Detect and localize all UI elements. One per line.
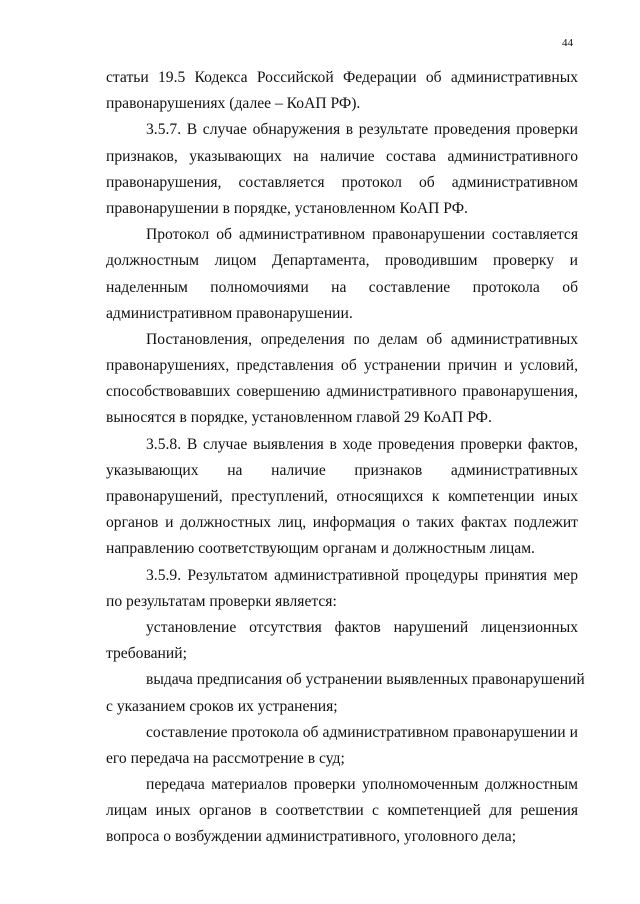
paragraph <box>106 432 578 563</box>
text-line: с указанием сроков их устранения; <box>106 697 338 715</box>
text-line: 3.5.9. Результатом административной процедуры принятия мер <box>146 566 578 584</box>
text-line: способствовавших совершению административного правонарушения, <box>106 383 578 401</box>
text-line: лицам иных органов в соответствии с компетенцией для решения <box>106 802 578 820</box>
text-line: по результатам проверки является: <box>106 592 337 610</box>
text-line: указывающих на наличие признаков административных <box>106 461 578 479</box>
paragraph <box>106 222 578 327</box>
paragraph <box>106 327 578 432</box>
text-line: 3.5.8. В случае выявления в ходе проведения проверки фактов, <box>146 435 578 453</box>
list-item <box>106 772 578 851</box>
text-line: правонарушениях (далее – КоАП РФ). <box>106 95 361 113</box>
text-line: направлению соответствующим органам и должностным лицам. <box>106 540 535 558</box>
text-line: Протокол об административном правонарушении составляется <box>146 226 578 244</box>
text-line: 3.5.7. В случае обнаружения в результате проведения проверки <box>146 121 578 139</box>
text-line: правонарушений, преступлений, относящихся к компетенции иных <box>106 488 578 505</box>
list-item <box>106 667 585 719</box>
text-line: требований; <box>106 645 187 663</box>
paragraph <box>106 563 578 615</box>
text-line: правонарушении в порядке, установленном КоАП РФ. <box>106 199 468 217</box>
text-line: выносятся в порядке, установленном главой 29 КоАП РФ. <box>106 409 492 427</box>
list-item <box>106 720 578 772</box>
text-line: статьи 19.5 Кодекса Российской Федерации об административных <box>106 69 578 86</box>
text-line: правонарушениях, представления об устранении причин и условий, <box>106 357 578 375</box>
document-body <box>106 65 585 851</box>
text-line: административном правонарушении. <box>106 304 353 322</box>
text-line: составление протокола об административном правонарушении и <box>146 723 578 741</box>
text-line: установление отсутствия фактов нарушений лицензионных <box>146 618 578 636</box>
text-line: должностным лицом Департамента, проводившим проверку и <box>106 252 578 270</box>
text-line: выдача предписания об устранении выявленных правонарушений <box>146 671 585 689</box>
text-line: Постановления, определения по делам об административных <box>146 330 578 348</box>
page-number: 44 <box>562 37 573 49</box>
text-line: вопроса о возбуждении административного, уголовного дела; <box>106 828 517 846</box>
paragraph <box>106 117 578 222</box>
text-line: передача материалов проверки уполномоченным должностным <box>146 776 578 794</box>
text-line: органов и должностных лиц, информация о таких фактах подлежит <box>106 514 578 532</box>
text-line: его передача на рассмотрение в суд; <box>106 749 345 767</box>
text-line: признаков, указывающих на наличие состава административного <box>106 147 578 165</box>
text-line: наделенным полномочиями на составление протокола об <box>106 278 578 296</box>
paragraph <box>106 65 578 117</box>
list-item <box>106 615 578 667</box>
text-line: правонарушения, составляется протокол об административном <box>106 173 578 191</box>
